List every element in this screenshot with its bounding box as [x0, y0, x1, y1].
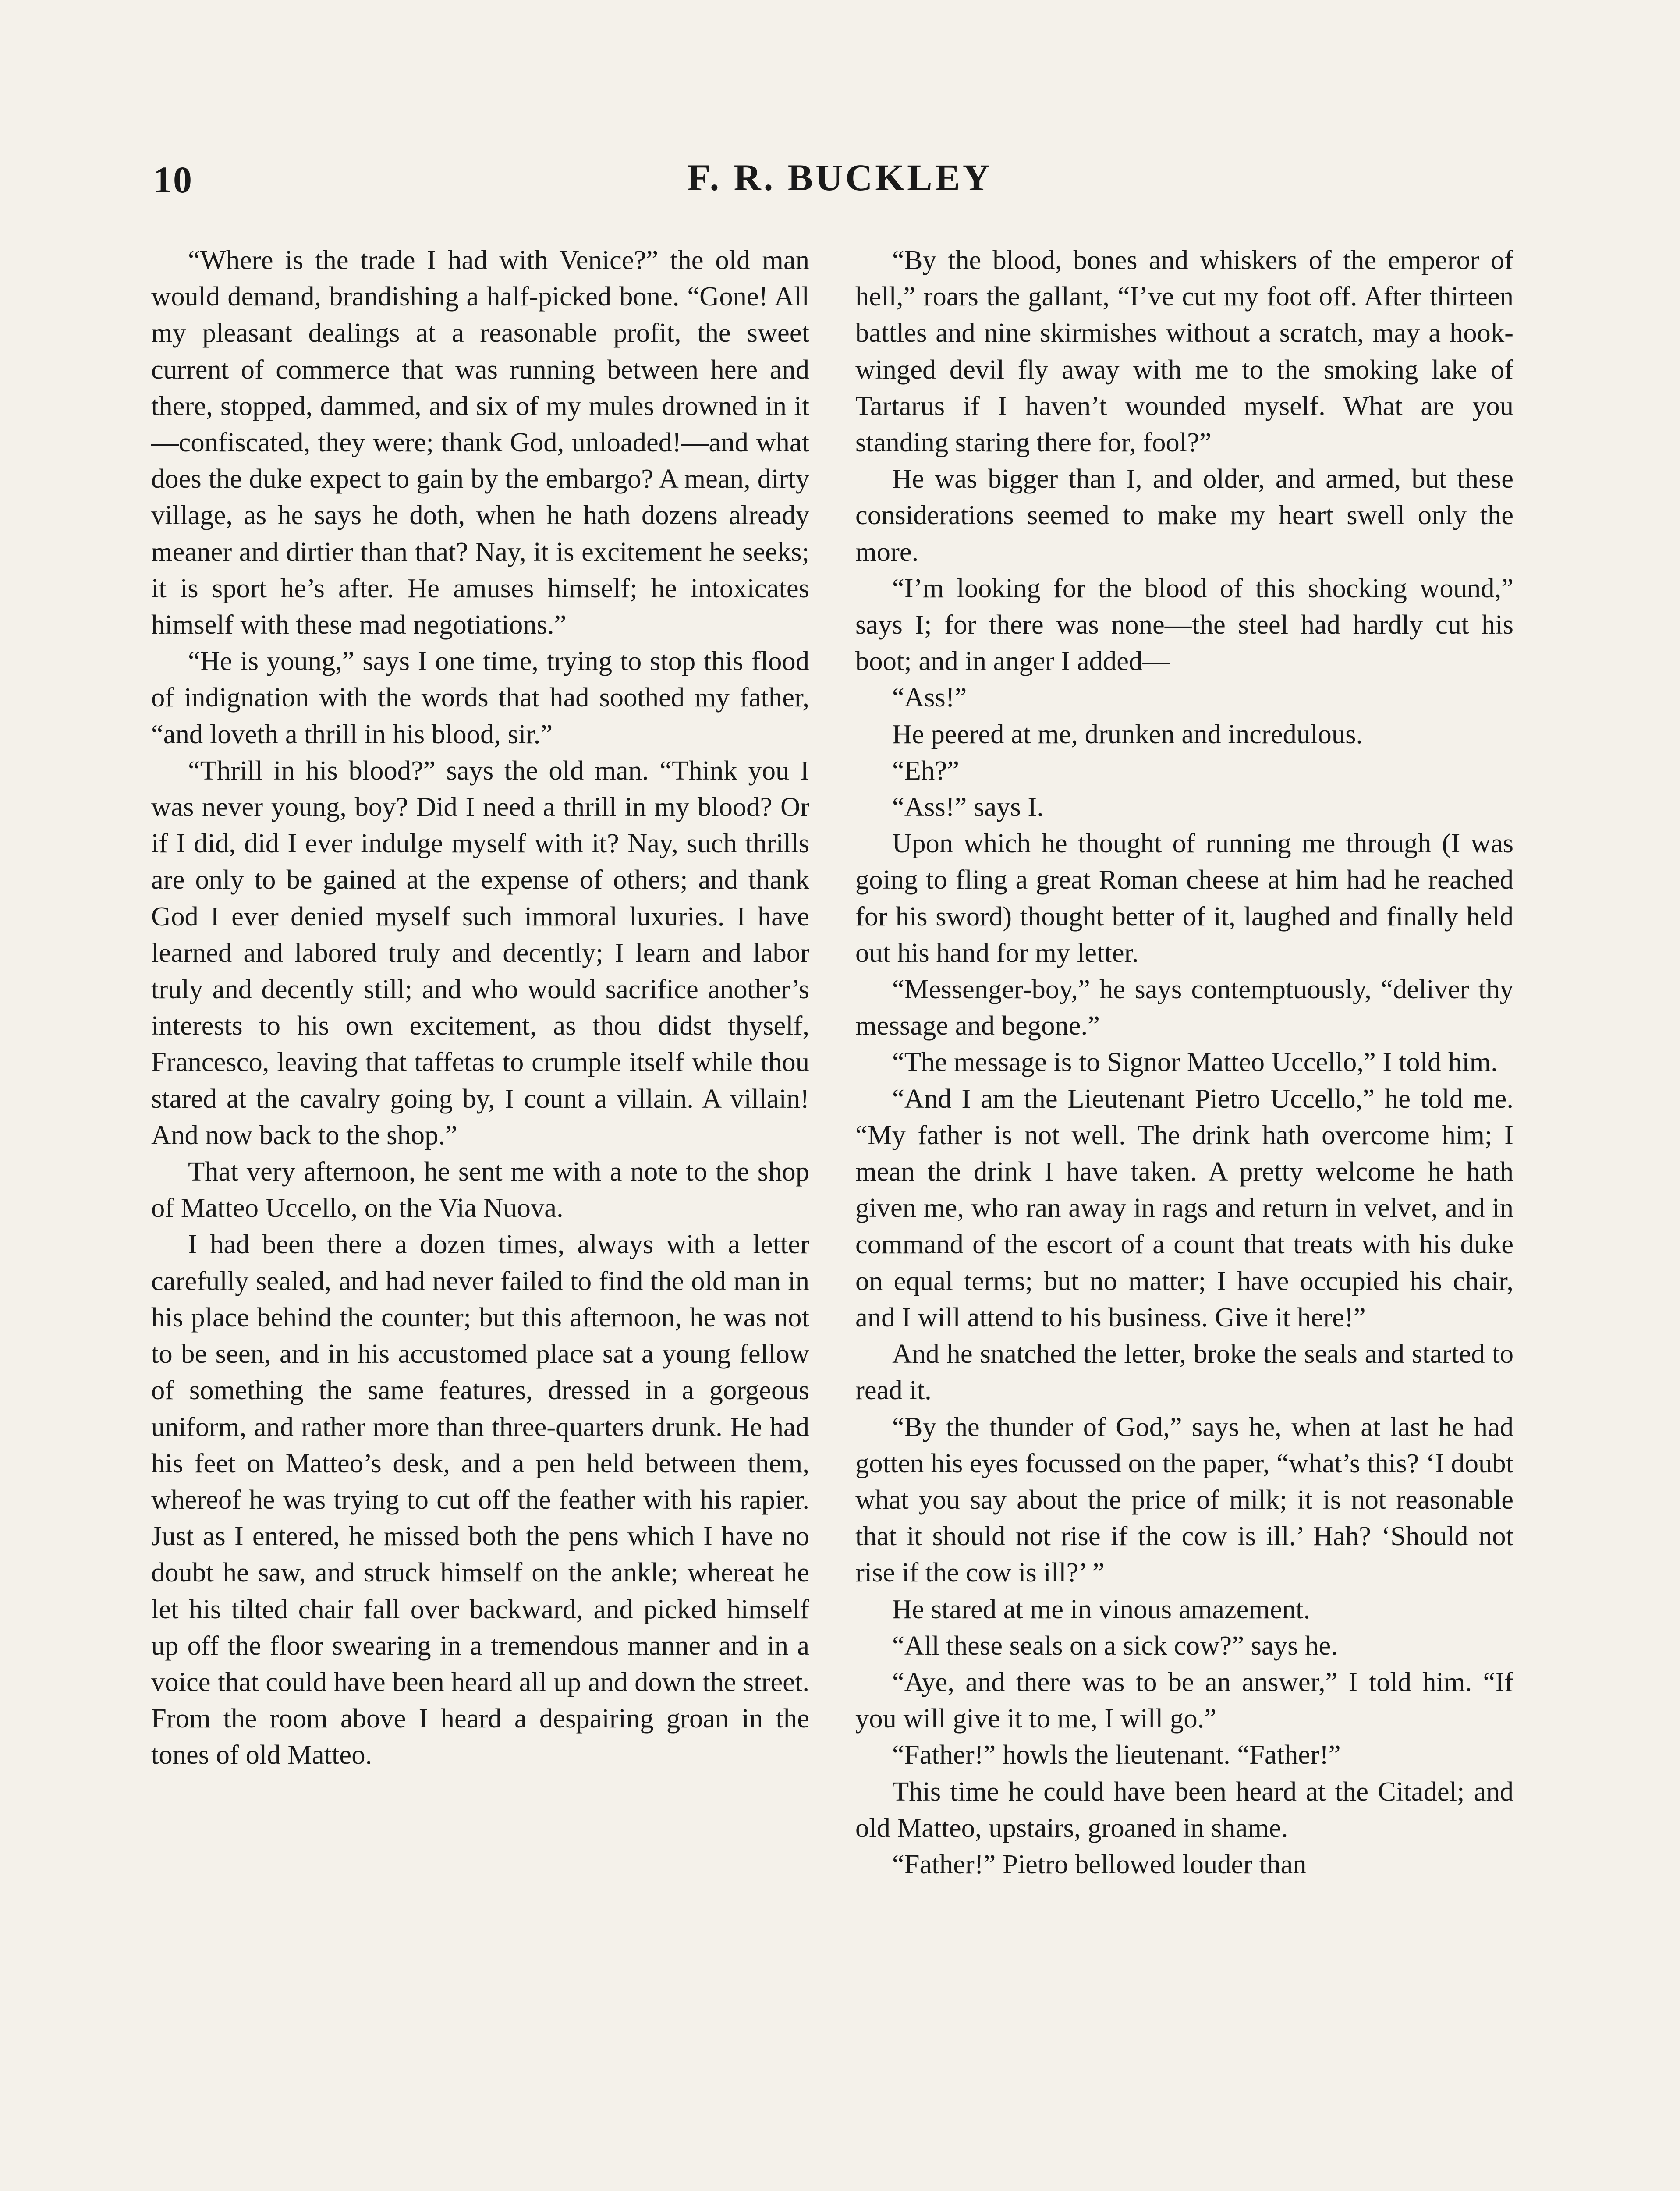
paragraph: “Messenger-boy,” he says contemptuously, “deliver thy message and begone.” [855, 974, 1513, 1041]
paragraph: “Thrill in his blood?” says the old man. “Think you I was never young, boy? Did I need a thrill in my blood? Or if I did, did I ever indulge myself with it? Nay, such thrills are only to be gained at the expense of others; and thank God I ever denied myself such immoral luxuries. I have learned and labored truly and decently; I learn and labor truly and decently still; and who would sacrifice another’s interests to his own excitement, as thou didst thyself, Francesco, leaving that taffetas to crumple itself while thou stared at the cavalry going by, I count a villain. A villain! And now back to the shop.” [151, 755, 809, 1150]
paragraph: He peered at me, drunken and incredulous. [892, 718, 1363, 749]
paragraph: “Ass!” [892, 682, 967, 713]
paragraph: This time he could have been heard at the Citadel; and old Matteo, upstairs, groaned in shame. [855, 1776, 1513, 1843]
paragraph: “He is young,” says I one time, trying to stop this flood of indignation with the words that had soothed my father, “and loveth a thrill in his blood, sir.” [151, 645, 809, 749]
paragraph: “By the thunder of God,” says he, when at last he had gotten his eyes focussed on the paper, “what’s this? ‘I doubt what you say about the price of milk; it is not reasonable that it should not rise if the cow is ill.’ Hah? ‘Should not rise if the cow is ill?’ ” [855, 1411, 1513, 1588]
paragraph: “By the blood, bones and whiskers of the emperor of hell,” roars the gallant, “I’ve cut my foot off. After thirteen battles and nine skirmishes without a scratch, may a hook-winged devil fly away with me to the smoking lake of Tartarus if I haven’t wounded myself. What are you standing staring there for, fool?” [855, 245, 1513, 458]
left-column [151, 242, 809, 1773]
paragraph: “The message is to Signor Matteo Uccello,” I told him. [892, 1046, 1498, 1078]
paragraph: And he snatched the letter, broke the seals and started to read it. [855, 1338, 1513, 1406]
right-column [855, 242, 1513, 1883]
paragraph: “Aye, and there was to be an answer,” I told him. “If you will give it to me, I will go.” [855, 1666, 1513, 1734]
paragraph: “Where is the trade I had with Venice?” the old man would demand, brandishing a half-picked bone. “Gone! All my pleasant dealings at a reasonable profit, the sweet current of commerce that was running between here and there, stopped, dammed, and six of my mules drowned in it—confiscated, they were; thank God, unloaded!—and what does the duke expect to gain by the embargo? A mean, dirty village, as he says he doth, when he hath dozens already meaner and dirtier than that? Nay, it is excitement he seeks; it is sport he’s after. He amuses himself; he intoxicates himself with these mad negotiations.” [151, 245, 809, 640]
paragraph: “Father!” Pietro bellowed louder than [892, 1848, 1307, 1879]
paragraph: I had been there a dozen times, always with a letter carefully sealed, and had never failed to find the old man in his place behind the counter; but this afternoon, he was not to be seen, and in his accustomed place sat a young fellow of something the same features, dressed in a gorgeous uniform, and rather more than three-quarters drunk. He had his feet on Matteo’s desk, and a pen held between them, whereof he was trying to cut off the feather with his rapier. Just as I entered, he missed both the pens which I have no doubt he saw, and struck himself on the ankle; whereat he let his tilted chair fall over backward, and picked himself up off the floor swearing in a tremendous manner and in a voice that could have been heard all up and down the street. From the room above I heard a despairing groan in the tones of old Matteo. [151, 1229, 809, 1770]
paragraph: He stared at me in vinous amazement. [892, 1593, 1311, 1624]
paragraph: “Eh?” [892, 755, 959, 786]
paragraph: “All these seals on a sick cow?” says he. [892, 1630, 1338, 1661]
paragraph: That very afternoon, he sent me with a note to the shop of Matteo Uccello, on the Via Nuova. [151, 1156, 809, 1223]
paragraph: “And I am the Lieutenant Pietro Uccello,” he told me. “My father is not well. The drink hath overcome him; I mean the drink I have taken. A pretty welcome he hath given me, who ran away in rags and return in velvet, and in command of the escort of a count that treats with his duke on equal terms; but no matter; I have occupied his chair, and I will attend to his business. Give it here!” [855, 1083, 1513, 1333]
running-head: F. R. BUCKLEY [687, 156, 993, 199]
paragraph: “Ass!” says I. [892, 791, 1044, 823]
paragraph: “Father!” howls the lieutenant. “Father!” [892, 1739, 1341, 1770]
paragraph: “I’m looking for the blood of this shocking wound,” says I; for there was none—the steel had hardly cut his boot; and in anger I added— [855, 572, 1513, 677]
paragraph: He was bigger than I, and older, and armed, but these considerations seemed to make my heart swell only the more. [855, 463, 1513, 567]
page-number: 10 [153, 159, 193, 201]
paragraph: Upon which he thought of running me through (I was going to fling a great Roman cheese at him had he reached for his sword) thought better of it, laughed and finally held out his hand for my letter. [855, 828, 1513, 968]
